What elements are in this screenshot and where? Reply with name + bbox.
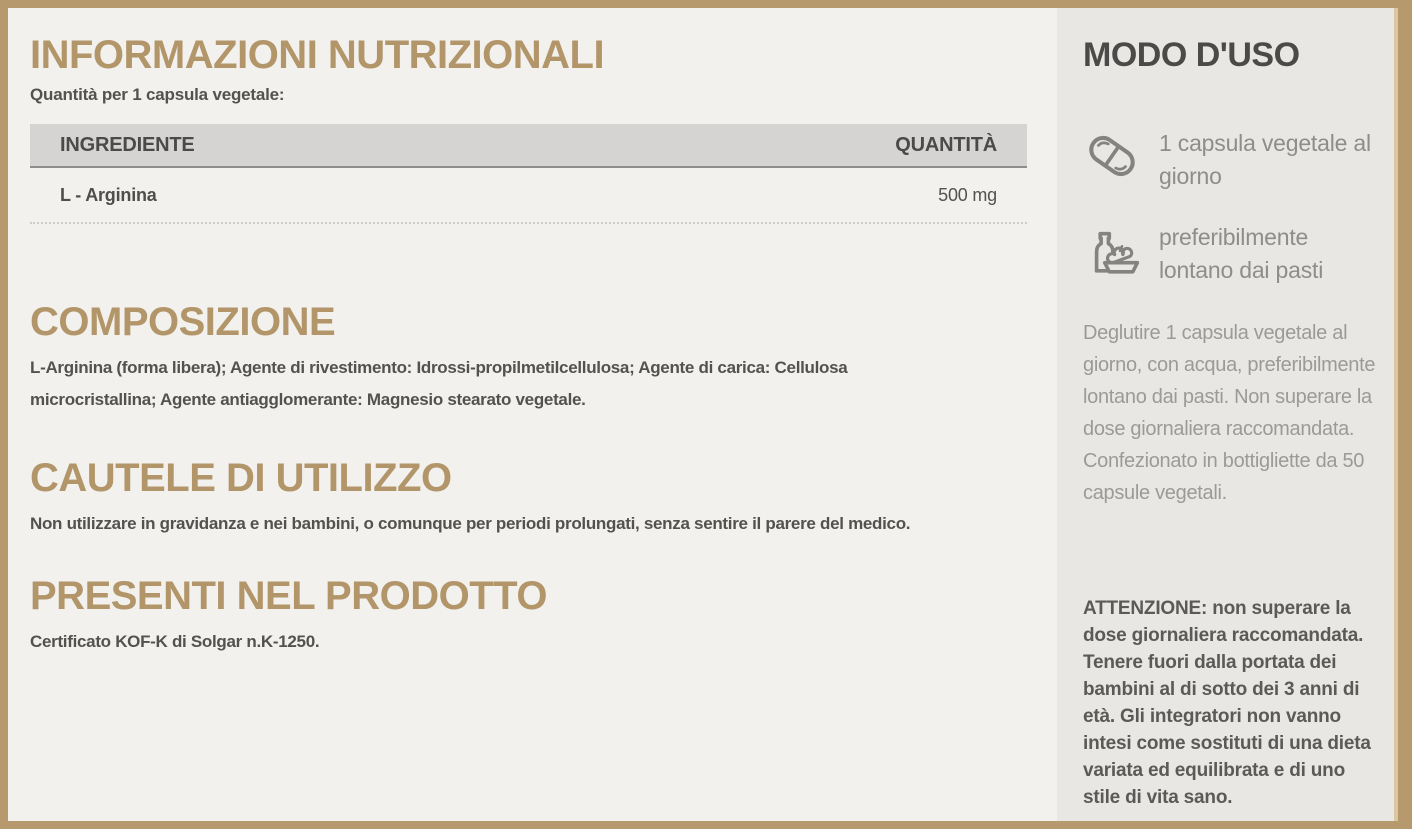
section-heading: PRESENTI NEL PRODOTTO: [30, 574, 547, 618]
serving-note: Quantità per 1 capsula vegetale:: [30, 85, 285, 104]
section-heading: COMPOSIZIONE: [30, 300, 336, 344]
nutrition-main-column: [8, 8, 1057, 821]
usage-description: Deglutire 1 capsula vegetale al giorno, con acqua, preferibilmente lontano dai pasti. Non superare la dose giornaliera raccomandata. Confezionato in bottigliette da 50 capsule vegetali.: [1083, 322, 1376, 504]
warning-text: non superare la dose giornaliera raccomandata. Tenere fuori dalla portata dei bambini al di sotto dei 3 anni di età. Gli integratori non vanno intesi come sostituti di una dieta variata ed equilibrata e di uno stile di vita sano.: [1083, 598, 1371, 808]
usage-item-label: 1 capsula vegetale al giorno: [1159, 130, 1371, 189]
sidebar-title: MODO D'USO: [1083, 36, 1300, 74]
usage-item-meal: [1083, 221, 1380, 287]
section-heading: CAUTELE DI UTILIZZO: [30, 456, 452, 500]
section-presenti: [30, 574, 1027, 658]
warning-note: [1083, 595, 1380, 811]
page-title: INFORMAZIONI NUTRIZIONALI: [30, 33, 605, 77]
product-info-panel: [8, 8, 1398, 821]
nutrition-table: [30, 124, 1027, 224]
section-body: Non utilizzare in gravidanza e nei bambini, o comunque per periodi prolungati, senza sentire il parere del medico.: [30, 514, 911, 533]
warning-label: ATTENZIONE:: [1083, 598, 1208, 619]
table-row: [30, 168, 1027, 224]
column-header-quantity: QUANTITÀ: [895, 133, 997, 156]
usage-item-capsule: [1083, 127, 1380, 193]
section-body: L-Arginina (forma libera); Agente di rivestimento: Idrossi-propilmetilcellulosa; Agente di carica: Cellulosa microcristallina; Agente antiagglomerante: Magnesio stearato vegetale.: [30, 358, 848, 409]
capsule-icon: [1083, 127, 1141, 185]
usage-sidebar: [1057, 8, 1394, 821]
ingredient-quantity: 500 mg: [938, 184, 997, 205]
meal-icon: [1083, 221, 1141, 279]
column-header-ingredient: INGREDIENTE: [60, 133, 195, 156]
ingredient-name: L - Arginina: [60, 184, 157, 205]
usage-item-label: preferibilmente lontano dai pasti: [1159, 224, 1324, 283]
section-composizione: [30, 300, 1027, 416]
table-header-row: [30, 124, 1027, 168]
section-body: Certificato KOF-K di Solgar n.K-1250.: [30, 632, 320, 651]
section-cautele: [30, 456, 1027, 540]
